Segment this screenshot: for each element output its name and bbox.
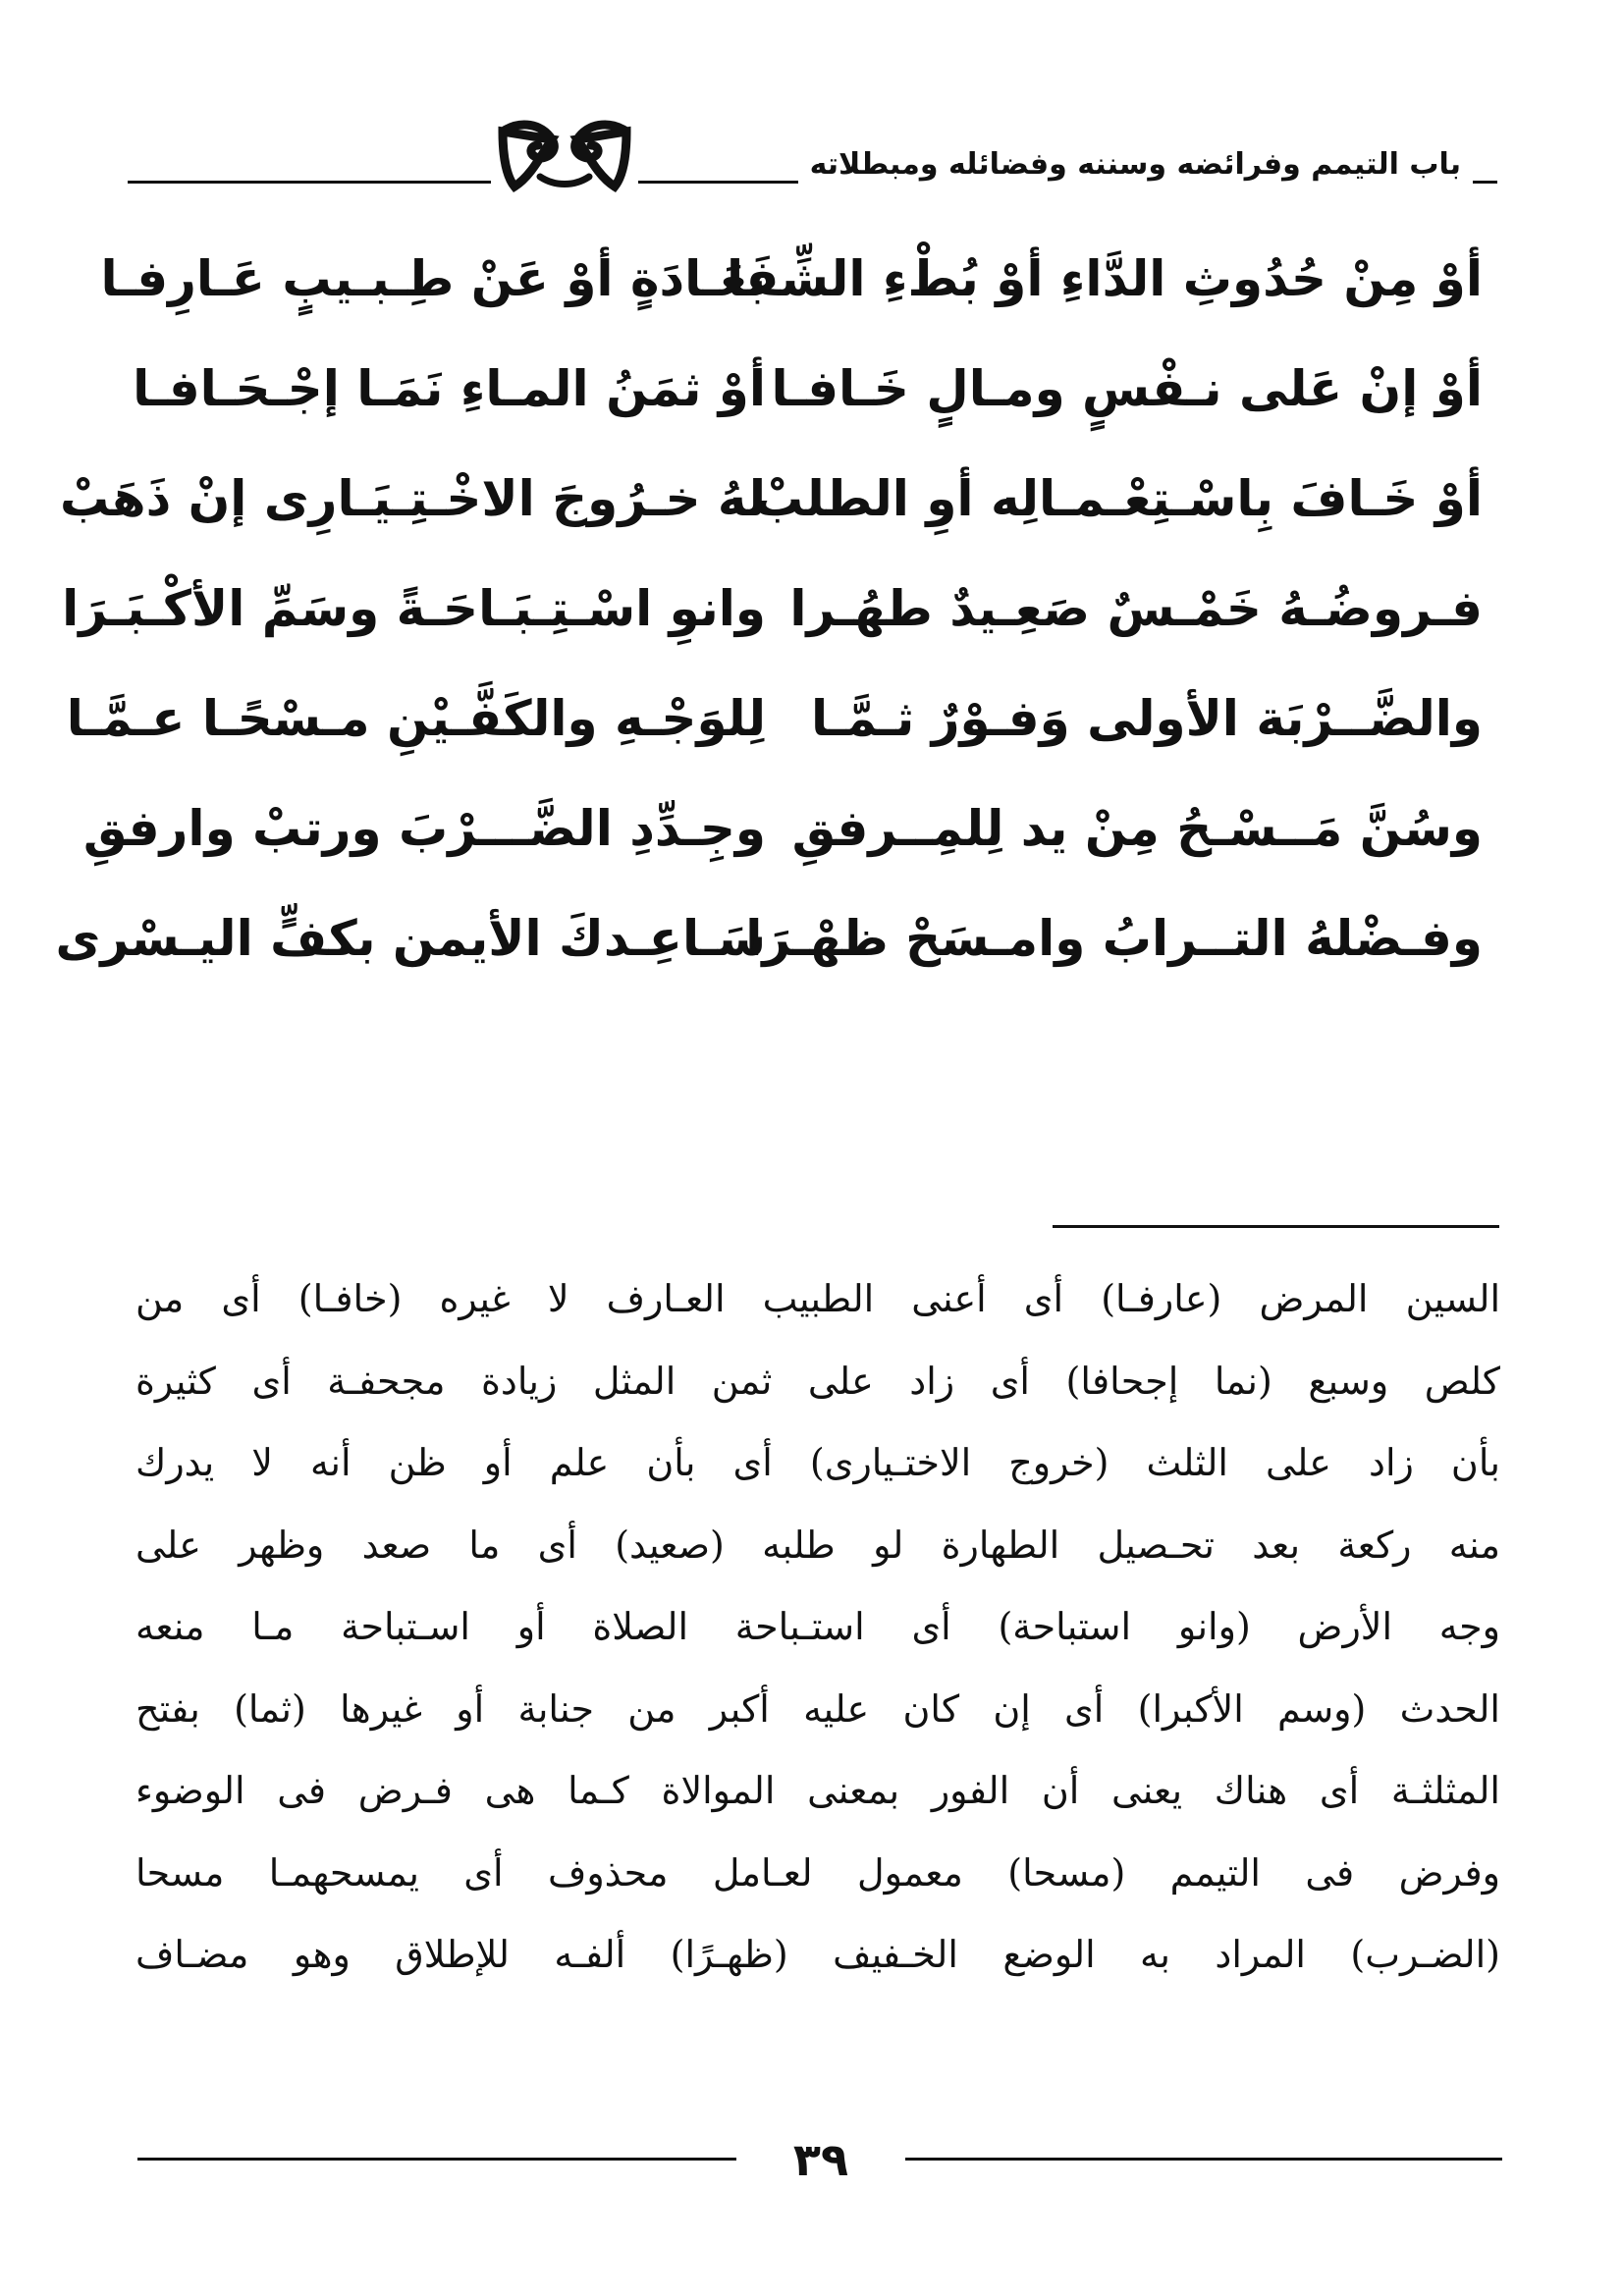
commentary xyxy=(135,1258,1500,1997)
verse xyxy=(100,224,1497,334)
verse xyxy=(59,444,1497,554)
header-title: باب التيمم وفرائضه وسننه وفضائله ومبطلاته xyxy=(798,145,1473,185)
verse xyxy=(82,774,1497,883)
verse xyxy=(128,334,1497,444)
verse-first-hemistich: أوْ إنْ عَلى نـفْسٍ ومـالٍ خَـافـا xyxy=(771,360,1483,417)
commentary-line: وجه الأرض (وانو استباحة) أى استـباحة الصلاة أو اسـتباحة مـا منعه xyxy=(135,1605,1500,1648)
commentary-line: السين المرض (عارفـا) أى أعنى الطبيب العـارف لا غيره (خافـا) أى من xyxy=(135,1277,1500,1320)
commentary-line: بأن زاد على الثلث (خروج الاختـيارى) أى بأن علم أو ظن أنه لا يدرك xyxy=(135,1441,1500,1484)
verse-second-hemistich: لهُ خـرُوجَ الاخْـتِـيَـارِى إنْ ذَهَبْ xyxy=(59,470,766,527)
verse-second-hemistich: أوْ ثمَنُ المـاءِ نَمَـا إجْـحَـافـا xyxy=(133,360,766,417)
verse-first-hemistich: أوْ خَـافَ بِاسْـتِعْـمـالِه أوِ الطلبْ xyxy=(753,470,1483,527)
commentary-line: الحدث (وسم الأكبرا) أى إن كان عليه أكبر من جنابة أو غيرها (ثما) بفتح xyxy=(135,1686,1500,1731)
commentary-separator xyxy=(1053,1225,1499,1228)
verse xyxy=(62,554,1497,664)
header-ornament-icon xyxy=(491,118,638,196)
verse-first-hemistich: وسُنَّ مَــسْـحُ مِنْ يد لِلمِــرفقِ xyxy=(791,800,1483,857)
footer-rule-right xyxy=(905,2158,1502,2161)
verse-second-hemistich: وجِـدِّدِ الضَّـــرْبَ ورتبْ وارفقِ xyxy=(82,800,766,857)
footer-rule-left xyxy=(137,2158,736,2161)
verse-first-hemistich: أوْ مِنْ حُدُوثِ الدَّاءِ أوْ بُطْءِ الشِّفَا xyxy=(727,250,1483,307)
running-header xyxy=(128,98,1497,196)
commentary-line: منه ركعة بعد تحـصيل الطهارة لو طلبه (صعيد) أى ما صعد وظهر على xyxy=(135,1522,1500,1567)
verse-first-hemistich: وفـضْلهُ التــرابُ وامـسَحْ ظهْـرَا xyxy=(745,910,1483,967)
commentary-line: وفرض فى التيمم (مسحا) معمول لعـامل محذوف أى يمسحهمـا مسحا xyxy=(135,1850,1500,1895)
verse xyxy=(55,883,1497,993)
verse xyxy=(66,664,1497,774)
page-number: ٣٩ xyxy=(792,2133,849,2186)
verse-first-hemistich: والضَّــرْبَة الأولى وَفـوْرٌ ثـمَّـا xyxy=(811,690,1483,747)
verse-second-hemistich: وانوِ اسْـتِـبَـاحَـةً وسَمِّ الأكْـبَـرَا xyxy=(62,580,766,637)
poem xyxy=(55,224,1497,993)
commentary-line: (الضـرب) المراد به الوضع الخـفيف (ظهـرًا) ألفـه للإطلاق وهو مضـاف xyxy=(135,1933,1500,1976)
commentary-line: كلص وسبع (نما إجحافا) أى زاد على ثمن المثل زيادة مجحفـة أى كثيرة xyxy=(135,1359,1500,1403)
verse-second-hemistich: بعَـادَةٍ أوْ عَنْ طِـبـيبٍ عَـارِفـا xyxy=(100,250,766,307)
verse-second-hemistich: سَـاعِـدكَ الأيمن بكفٍّ اليـسْرى xyxy=(55,910,766,967)
verse-first-hemistich: فـروضُـهُ خَمْـسٌ صَعِـيدٌ طهُـرا xyxy=(789,580,1483,637)
commentary-line: المثلثـة أى هناك يعنى أن الفور بمعنى الموالاة كـما هى فـرض فى الوضوء xyxy=(135,1769,1500,1812)
verse-second-hemistich: لِلوَجْـهِ والكَفَّـيْنِ مـسْحًـا عـمَّـا xyxy=(66,690,766,747)
